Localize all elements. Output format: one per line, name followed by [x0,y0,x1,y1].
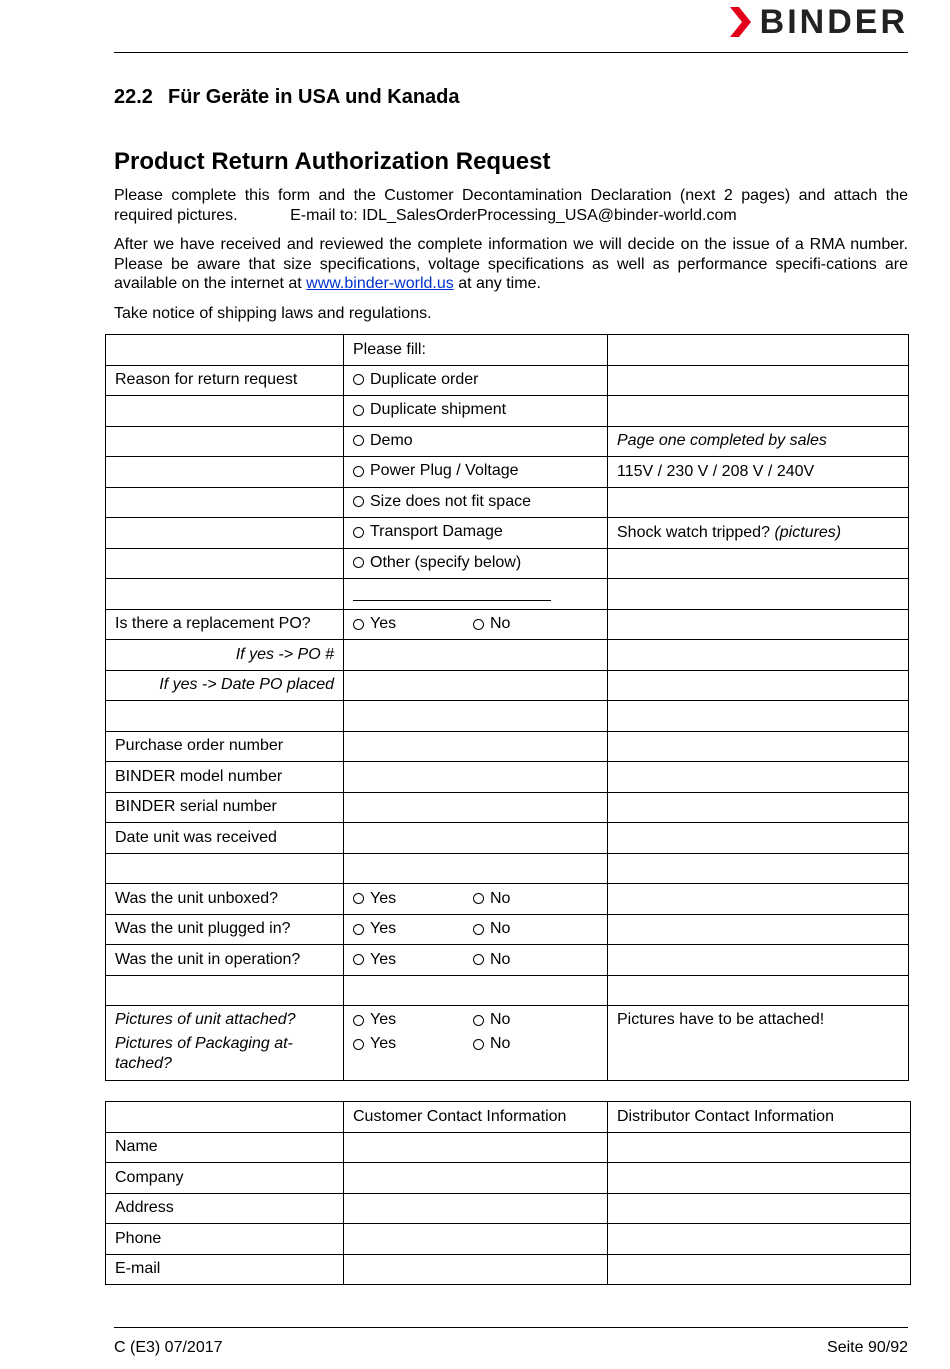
radio-icon[interactable] [353,557,364,568]
form-header-row [106,335,909,366]
reason-row [106,365,909,396]
header-rule [114,52,908,53]
distributor-field[interactable] [608,1224,911,1255]
date-received-label: Date unit was received [106,823,344,854]
unboxed-no[interactable]: No [473,890,593,908]
replacement-po-label: Is there a replacement PO? [106,609,344,640]
spacer-row [106,701,909,732]
plugged-in-label: Was the unit plugged in? [106,914,344,945]
contact-label: Address [106,1193,344,1224]
unboxed-yes[interactable]: Yes [353,890,473,908]
customer-contact-header: Customer Contact Information [344,1102,608,1133]
reason-row [106,457,909,488]
shock-watch-note: Shock watch tripped? (pictures) [608,518,909,549]
contact-row-phone [106,1224,911,1255]
if-yes-date-label: If yes -> Date PO placed [106,670,344,701]
purchase-order-field[interactable] [344,731,608,762]
radio-icon[interactable] [353,1039,364,1050]
radio-icon[interactable] [353,954,364,965]
reason-option-demo[interactable]: Demo [353,432,413,450]
in-operation-no[interactable]: No [473,951,593,969]
radio-icon[interactable] [353,405,364,416]
model-number-field[interactable] [344,762,608,793]
specify-row [106,579,909,610]
specify-other-field[interactable] [353,586,551,601]
section-heading [114,86,460,109]
contact-label: E-mail [106,1254,344,1285]
serial-number-row [106,792,909,823]
reason-row [106,548,909,579]
radio-icon[interactable] [353,619,364,630]
distributor-field[interactable] [608,1132,911,1163]
intro-text-1: Please complete this form and the Customer Decontamination Declaration (next 2 pages) and attach the required pictures. [114,187,908,224]
reason-option-transport-damage[interactable]: Transport Damage [353,523,503,541]
spacer-row [106,853,909,884]
po-date-row [106,670,909,701]
return-request-form [105,334,909,1081]
pictures-packaging-no[interactable]: No [473,1034,593,1054]
radio-icon[interactable] [353,924,364,935]
contact-label: Company [106,1163,344,1194]
contact-row-email [106,1254,911,1285]
in-operation-row [106,945,909,976]
radio-icon[interactable] [353,893,364,904]
contact-label: Name [106,1132,344,1163]
in-operation-yes[interactable]: Yes [353,951,473,969]
logo-text: BINDER [759,3,908,41]
radio-icon[interactable] [353,466,364,477]
serial-number-field[interactable] [344,792,608,823]
model-number-label: BINDER model number [106,762,344,793]
email-instruction: E-mail to: IDL_SalesOrderProcessing_USA@binder-world.com [290,206,737,224]
reason-row [106,518,909,549]
section-number: 22.2 [114,86,153,108]
page-number: Seite 90/92 [827,1339,908,1356]
voltage-note: 115V / 230 V / 208 V / 240V [608,457,909,488]
radio-icon[interactable] [353,374,364,385]
contact-table [105,1101,911,1285]
pictures-packaging-label: Pictures of Packaging at-tached? [115,1035,293,1072]
replacement-po-row [106,609,909,640]
radio-icon[interactable] [353,1015,364,1026]
intro-text-2: After we have received and reviewed the complete information we will decide on the issue of a RMA number. Please be aware that size specifications, voltage specifications as well as performance specifi-cations are available on the internet at [114,236,908,292]
distributor-field[interactable] [608,1193,911,1224]
intro-paragraph-2 [114,235,908,294]
distributor-field[interactable] [608,1254,911,1285]
radio-icon[interactable] [473,1039,484,1050]
pictures-unit-yes[interactable]: Yes [353,1010,473,1030]
pictures-note: Pictures have to be attached! [608,1006,909,1081]
website-link[interactable]: www.binder-world.us [306,275,454,292]
page-title: Product Return Authorization Request [114,148,551,175]
reason-option-duplicate-order[interactable]: Duplicate order [353,371,479,389]
serial-number-label: BINDER serial number [106,792,344,823]
radio-icon[interactable] [473,893,484,904]
po-number-field[interactable] [344,640,608,671]
reason-option-duplicate-shipment[interactable]: Duplicate shipment [353,401,506,419]
demo-note: Page one completed by sales [608,426,909,457]
radio-icon[interactable] [353,435,364,446]
reason-row [106,396,909,427]
contact-row-name [106,1132,911,1163]
contact-row-company [106,1163,911,1194]
footer-rule [114,1327,908,1328]
intro-text-2-tail: at any time. [458,275,541,292]
reason-row [106,426,909,457]
reason-option-power-plug[interactable]: Power Plug / Voltage [353,462,519,480]
contact-header-row [106,1102,911,1133]
if-yes-po-label: If yes -> PO # [106,640,344,671]
pictures-packaging-yes[interactable]: Yes [353,1034,473,1054]
intro-paragraph-3: Take notice of shipping laws and regulations. [114,305,432,322]
document-version: C (E3) 07/2017 [114,1339,223,1356]
reason-row [106,487,909,518]
date-received-field[interactable] [344,823,608,854]
distributor-field[interactable] [608,1163,911,1194]
unboxed-label: Was the unit unboxed? [106,884,344,915]
replacement-po-yes[interactable]: Yes [353,615,473,633]
plugged-in-no[interactable]: No [473,920,593,938]
in-operation-label: Was the unit in operation? [106,945,344,976]
please-fill-header: Please fill: [344,335,608,366]
contact-row-address [106,1193,911,1224]
reason-option-size[interactable]: Size does not fit space [353,493,531,511]
plugged-in-row [106,914,909,945]
section-title: Für Geräte in USA und Kanada [168,86,460,108]
intro-paragraph-1 [114,186,908,225]
radio-icon[interactable] [353,527,364,538]
purchase-order-row [106,731,909,762]
purchase-order-label: Purchase order number [106,731,344,762]
po-number-row [106,640,909,671]
radio-icon[interactable] [473,924,484,935]
customer-field[interactable] [344,1224,608,1255]
plugged-in-yes[interactable]: Yes [353,920,473,938]
customer-field[interactable] [344,1163,608,1194]
radio-icon[interactable] [473,954,484,965]
spacer-row [106,975,909,1006]
customer-field[interactable] [344,1254,608,1285]
radio-icon[interactable] [473,619,484,630]
po-date-field[interactable] [344,670,608,701]
reason-label: Reason for return request [106,365,344,396]
binder-logo-icon [730,7,752,37]
reason-option-other[interactable]: Other (specify below) [353,554,521,572]
contact-label: Phone [106,1224,344,1255]
replacement-po-no[interactable]: No [473,615,593,633]
date-received-row [106,823,909,854]
pictures-unit-no[interactable]: No [473,1010,593,1030]
model-number-row [106,762,909,793]
binder-logo [730,4,908,40]
distributor-contact-header: Distributor Contact Information [608,1102,911,1133]
radio-icon[interactable] [353,496,364,507]
pictures-row [106,1006,909,1081]
radio-icon[interactable] [473,1015,484,1026]
pictures-unit-label: Pictures of unit attached? [115,1011,296,1028]
customer-field[interactable] [344,1132,608,1163]
customer-field[interactable] [344,1193,608,1224]
unboxed-row [106,884,909,915]
